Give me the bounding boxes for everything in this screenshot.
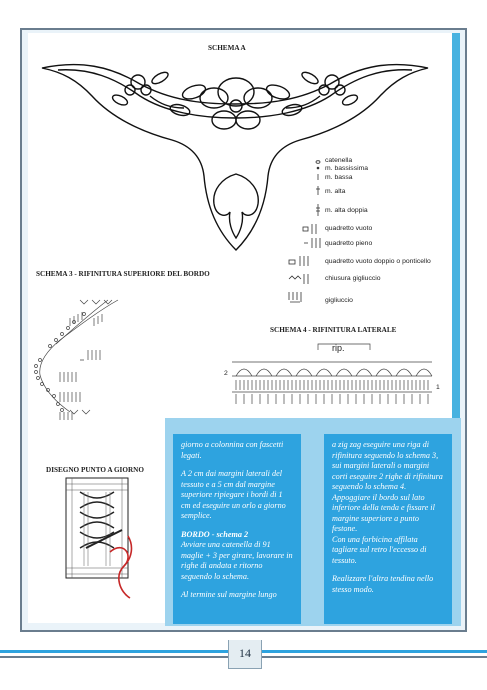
legend-m-bassissima: m. bassissima — [325, 165, 369, 172]
right-para-3: Con una forbicina affilata tagliare sul retro l'eccesso di tessuto. — [332, 534, 427, 565]
legend-chiusura-gigliuccio: chiusura gigliuccio — [325, 275, 381, 282]
text-column-right — [324, 434, 452, 624]
right-para-1: a zig zag eseguire una riga di rifinitura seguendo lo schema 3, sui margini laterali o margini corti eseguire 2 righe di rifinitura seguendo lo schema 4. — [332, 440, 443, 491]
right-para-2: Appoggiare il bordo sul lato inferiore della tenda e fissare il margine superiore a punto festone. — [332, 492, 435, 533]
legend-quadretto-vuoto: quadretto vuoto — [325, 225, 373, 232]
schema-4-row-2: 2 — [224, 370, 228, 377]
text-column-left — [173, 434, 301, 624]
left-para-2: A 2 cm dai margini laterali del tessuto e a 5 cm dal margine superiore ripiegare i bordi di 1 cm ed eseguire un orlo a giorno semplice. — [181, 469, 286, 520]
schema-3-heading: SCHEMA 3 - RIFINITURA SUPERIORE DEL BORDO — [36, 270, 210, 278]
legend-m-bassa: m. bassa — [325, 174, 353, 181]
left-para-4: Al termine sul margine lungo — [181, 590, 277, 599]
legend-quadretto-vuoto-doppio: quadretto vuoto doppio o ponticello — [325, 258, 431, 265]
disegno-heading: DISEGNO PUNTO A GIORNO — [46, 466, 144, 474]
schema-4-heading: SCHEMA 4 - RIFINITURA LATERALE — [270, 326, 397, 334]
legend-gigliuccio: gigliuccio — [325, 297, 353, 304]
legend-m-alta-doppia: m. alta doppia — [325, 207, 368, 214]
schema-a-heading: SCHEMA A — [208, 44, 246, 52]
right-para-4: Realizzare l'altra tendina nello stesso modo. — [332, 574, 434, 594]
left-para-1: giorno a colonnina con fascetti legati. — [181, 440, 284, 460]
left-para-3: Avviare una catenella di 91 maglie + 3 per girare, lavorare in righe di andata e ritorno seguendo lo schema. — [181, 540, 293, 581]
legend-quadretto-pieno: quadretto pieno — [325, 240, 373, 247]
legend-catenella: catenella — [325, 157, 353, 164]
page-number: 14 — [228, 640, 262, 669]
schema-4-rip-label: rip. — [332, 343, 345, 353]
bordo-title: BORDO - schema 2 — [181, 529, 249, 539]
legend-m-alta: m. alta — [325, 188, 346, 195]
schema-4-row-1: 1 — [436, 384, 440, 391]
